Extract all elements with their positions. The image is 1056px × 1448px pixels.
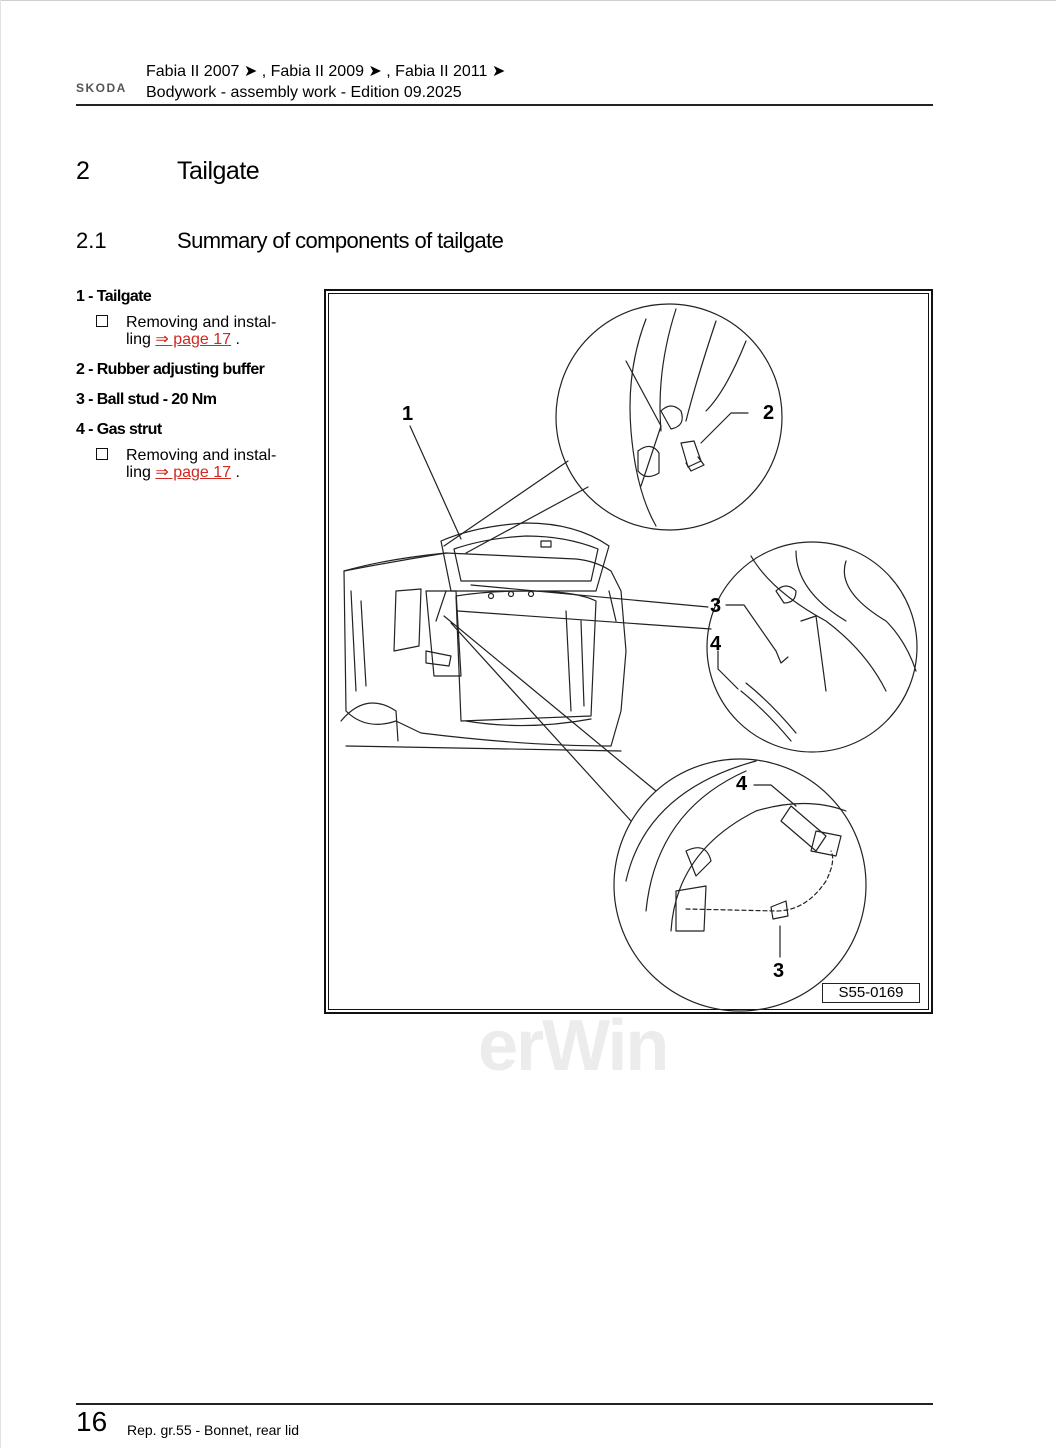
legend-item-rubber-buffer: 2 - Rubber adjusting buffer [76,361,265,378]
leader-line-4 [718,651,738,689]
header-subtitle: Bodywork - assembly work - Edition 09.2025 [146,84,462,101]
footer-rule [76,1403,933,1405]
car-body-drawing [341,523,626,751]
checkbox-bullet-icon [96,315,108,327]
callout-4b: 4 [736,773,748,795]
detail-circle-bottom-drawing [444,616,866,1011]
callout-3: 3 [710,595,722,617]
callout-2: 2 [763,402,775,424]
callout-3b: 3 [773,960,785,982]
leader-line-3 [726,605,776,651]
page-link[interactable]: ⇒ page 17 [155,331,232,348]
skoda-logo: SKODA [76,81,127,95]
tailgate-figure [324,289,933,1014]
checkbox-bullet-icon [96,448,108,460]
page-number: 16 [76,1406,108,1437]
legend-subitem-text: Removing and instal- ling ⇒ page 17 . [126,447,277,481]
footer-text: Rep. gr.55 - Bonnet, rear lid [127,1422,299,1438]
callout-4: 4 [710,633,722,655]
subsection-title: Summary of components of tailgate [177,228,504,253]
left-border [0,0,1,1448]
callout-1: 1 [402,403,414,425]
leader-line-4b [754,785,796,806]
top-border [0,0,1056,1]
legend-subitem-text: Removing and instal- ling ⇒ page 17 . [126,314,277,348]
detail-circle-middle-drawing [458,542,917,752]
detail-circle-top-drawing [444,304,782,553]
legend-item-gas-strut: 4 - Gas strut [76,421,162,438]
legend-item-ball-stud: 3 - Ball stud - 20 Nm [76,391,217,408]
page-link[interactable]: ⇒ page 17 [155,464,232,481]
header-models: Fabia II 2007 ➤ , Fabia II 2009 ➤ , Fabia II 2011 ➤ [146,63,506,80]
subsection-number: 2.1 [76,228,107,253]
section-number: 2 [76,157,90,185]
leader-line-1 [410,426,461,539]
figure-id-label: S55-0169 [822,983,920,1003]
watermark: erWin [478,1006,668,1086]
tailgate-drawing [326,291,931,1012]
legend-item-tailgate: 1 - Tailgate [76,288,152,305]
leader-line-2 [701,413,748,443]
section-title: Tailgate [177,157,260,185]
header-rule [76,104,933,106]
